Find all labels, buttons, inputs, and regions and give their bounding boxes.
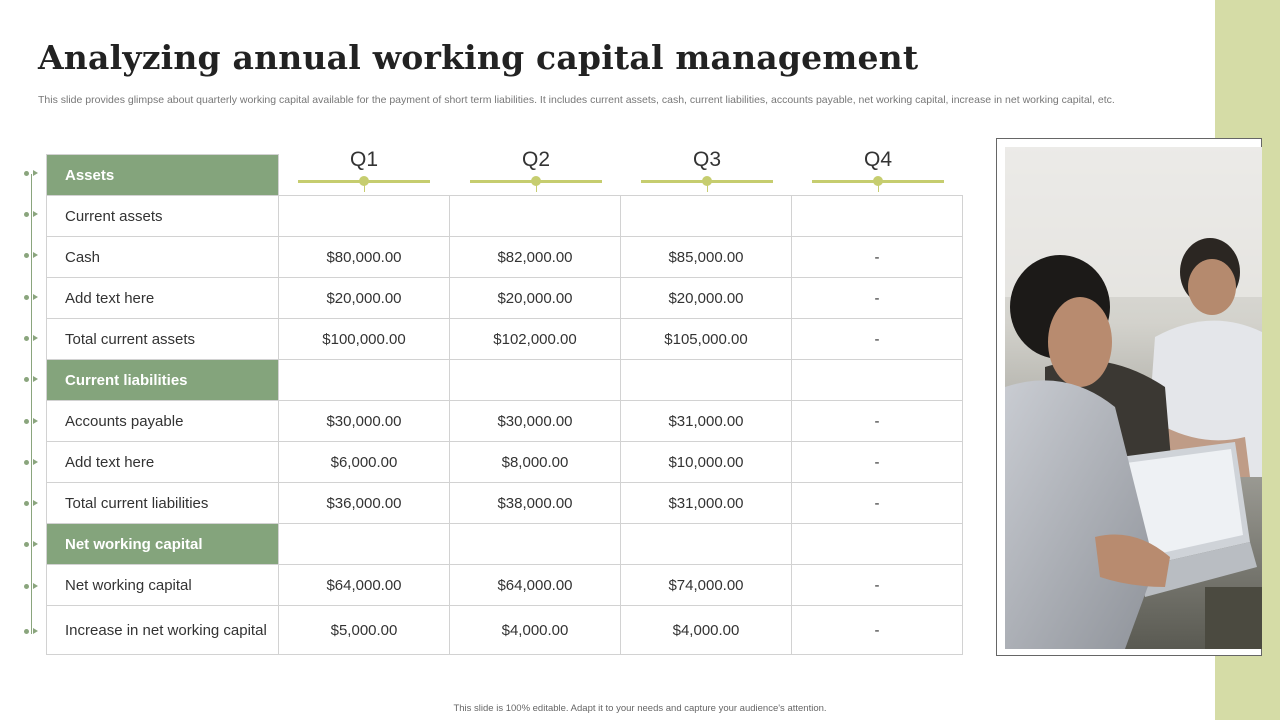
value-cell-q4: - (792, 483, 963, 524)
row-label: Increase in net working capital (47, 606, 279, 655)
value-cell-q2: $102,000.00 (450, 319, 621, 360)
value-cell-q1: $30,000.00 (279, 401, 450, 442)
value-cell-q1: $5,000.00 (279, 606, 450, 655)
value-cell-q1: $64,000.00 (279, 565, 450, 606)
value-cell-q4: - (792, 565, 963, 606)
value-cell-q1 (279, 360, 450, 401)
working-capital-table (46, 154, 963, 655)
timeline-marker-icon (24, 170, 40, 178)
value-cell-q3 (621, 524, 792, 565)
value-cell-q2: $38,000.00 (450, 483, 621, 524)
value-cell-q3: $74,000.00 (621, 565, 792, 606)
value-cell-q2: $82,000.00 (450, 237, 621, 278)
timeline-line (31, 174, 32, 634)
section-label: Current liabilities (47, 360, 279, 401)
value-cell-q1 (279, 524, 450, 565)
row-label: Accounts payable (47, 401, 279, 442)
table-row (47, 237, 963, 278)
value-cell-q2: $64,000.00 (450, 565, 621, 606)
table-row (47, 606, 963, 655)
row-label: Total current assets (47, 319, 279, 360)
value-cell-q4: - (792, 237, 963, 278)
value-cell-q2 (450, 524, 621, 565)
value-cell-q4: - (792, 442, 963, 483)
value-cell-q4 (792, 196, 963, 237)
timeline-marker-icon (24, 294, 40, 302)
value-cell-q1 (279, 196, 450, 237)
value-cell-q3: $31,000.00 (621, 483, 792, 524)
quarter-label: Q1 (349, 148, 378, 171)
timeline-marker-icon (24, 500, 40, 508)
timeline-marker-icon (24, 541, 40, 549)
value-cell-q1 (279, 155, 450, 196)
value-cell-q4 (792, 360, 963, 401)
value-cell-q3 (621, 360, 792, 401)
value-cell-q1: $36,000.00 (279, 483, 450, 524)
table-row (47, 483, 963, 524)
table-section-row (47, 360, 963, 401)
timeline-marker-icon (24, 211, 40, 219)
slide-title: Analyzing annual working capital management (38, 38, 919, 77)
value-cell-q4: - (792, 401, 963, 442)
slide-footer: This slide is 100% editable. Adapt it to your needs and capture your audience's attention. (453, 703, 827, 714)
section-label: Assets (47, 155, 279, 196)
value-cell-q2 (450, 360, 621, 401)
value-cell-q2 (450, 155, 621, 196)
table-row (47, 278, 963, 319)
value-cell-q1: $100,000.00 (279, 319, 450, 360)
section-label: Net working capital (47, 524, 279, 565)
table-row (47, 401, 963, 442)
value-cell-q4 (792, 524, 963, 565)
office-team-laptop-photo-icon (1005, 147, 1262, 649)
table-section-row (47, 155, 963, 196)
timeline-marker-icon (24, 418, 40, 426)
table-row (47, 196, 963, 237)
table-row (47, 319, 963, 360)
value-cell-q2: $20,000.00 (450, 278, 621, 319)
value-cell-q4: - (792, 319, 963, 360)
value-cell-q3: $105,000.00 (621, 319, 792, 360)
value-cell-q2: $4,000.00 (450, 606, 621, 655)
table-row (47, 565, 963, 606)
table-row (47, 442, 963, 483)
value-cell-q3: $4,000.00 (621, 606, 792, 655)
timeline-marker-icon (24, 459, 40, 467)
quarter-label: Q4 (863, 148, 892, 171)
row-label: Add text here (47, 278, 279, 319)
value-cell-q3: $20,000.00 (621, 278, 792, 319)
row-label: Total current liabilities (47, 483, 279, 524)
value-cell-q4: - (792, 278, 963, 319)
value-cell-q1: $20,000.00 (279, 278, 450, 319)
timeline-marker-icon (24, 628, 40, 636)
value-cell-q3 (621, 155, 792, 196)
slide-subtitle: This slide provides glimpse about quarterly working capital available for the payment of short term liabilities. It includes current assets, cash, current liabilities, accounts payable, net working capital, increase in net working capital, etc. (38, 94, 1115, 106)
table-section-row (47, 524, 963, 565)
value-cell-q3 (621, 196, 792, 237)
row-label: Cash (47, 237, 279, 278)
row-label: Add text here (47, 442, 279, 483)
value-cell-q3: $10,000.00 (621, 442, 792, 483)
timeline-marker-icon (24, 252, 40, 260)
value-cell-q2: $8,000.00 (450, 442, 621, 483)
timeline-marker-icon (24, 376, 40, 384)
value-cell-q4: - (792, 606, 963, 655)
value-cell-q4 (792, 155, 963, 196)
quarter-label: Q3 (692, 148, 721, 171)
quarter-label: Q2 (521, 148, 550, 171)
value-cell-q3: $31,000.00 (621, 401, 792, 442)
value-cell-q1: $6,000.00 (279, 442, 450, 483)
value-cell-q2: $30,000.00 (450, 401, 621, 442)
timeline-marker-icon (24, 583, 40, 591)
row-label: Net working capital (47, 565, 279, 606)
value-cell-q2 (450, 196, 621, 237)
value-cell-q1: $80,000.00 (279, 237, 450, 278)
row-label: Current assets (47, 196, 279, 237)
timeline-marker-icon (24, 335, 40, 343)
value-cell-q3: $85,000.00 (621, 237, 792, 278)
